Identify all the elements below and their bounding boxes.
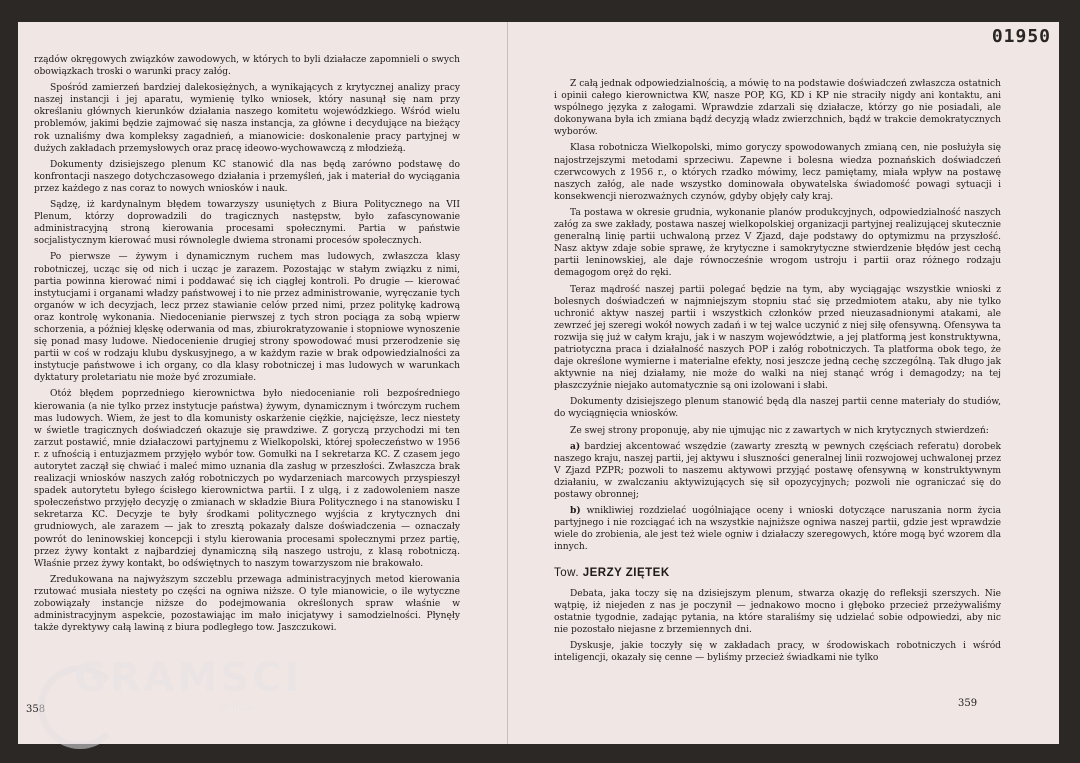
speaker-name: JERZY ZIĘTEK [582,567,670,580]
speaker-heading [554,567,1001,579]
left-page-text-column [34,54,460,638]
paragraph: Dokumenty dzisiejszego plenum stanowić będą dla naszej partii cenne materiały do studiów, do wyciągnięcia wniosków. [554,397,1001,420]
list-item-text: bardziej akcentować wszędzie (zawarty zresztą w pewnych częściach referatu) dorobek naszego kraju, naszej partii, jej aktywu i słuszności generalnej linii rozwojowej uchwalonej przez V Zjazd PZPR; pozwoli to naszemu aktywowi przyjąć postawę ofensywną w konstruktywnym działaniu, w zwalczaniu aktywizujących się sił opozycyjnych; pozwoli nie ograniczać się do postawy obronnej; [554,441,1001,500]
watermark-text: GRAMSCI [74,655,303,701]
speaker-title: Tow. [554,567,580,580]
right-page-number: 359 [958,698,978,709]
right-page-text-column [554,78,1001,668]
watermark-subtext: onlus [220,699,253,713]
paragraph: Sądzę, iż kardynalnym błędem towarzyszy usuniętych z Biura Politycznego na VII Plenum, którzy doprowadzili do tragicznych następstw, było zafascynowanie administracyjną stroną kierowania procesami społecznymi. Partia w państwie socjalistycznym kierować musi równolegle dwiema stronami procesów społecznych. [34,200,460,247]
paragraph: Dokumenty dzisiejszego plenum KC stanowić dla nas będą zarówno podstawę do konfrontacji naszego dotychczasowego działania i przemyśleń, jak i materiał do wyciągania przez każdego z nas coraz to nowych wniosków i nauk. [34,159,460,194]
list-item-label: b) [570,505,581,517]
left-page [18,22,508,744]
list-item [554,441,1001,501]
paragraph: Z całą jednak odpowiedzialnością, a mówię to na podstawie doświadczeń zwłaszcza ostatnich i opinii całego kierownictwa KW, nasze POP, KG, KD i KP nie straciły nigdy ani kontaktu, ani wspólnego języka z załogami. Wprawdzie zdarzali się działacze, którzy go nie posiadali, ale dokonywana była ich zmiana bądź decyzją władz zwierzchnich, bądź w trakcie demokratycznych wyborów. [554,79,1001,138]
left-page-number: 358 [26,704,46,715]
paragraph: Spośród zamierzeń bardziej dalekosiężnych, a wynikających z krytycznej analizy pracy naszej instancji i jej aparatu, wymienię tylko wniosek, który nasunął się nam przy określaniu głównych kierunków działania naszego komitetu wojewódzkiego. Wśród wielu problemów, jakimi będzie zajmować się nasza instancja, za główne i decydujące na bieżący rok uznaliśmy dwa kompleksy zagadnień, a mianowicie: doskonalenie pracy partyjnej w dużych zakładach przemysłowych oraz pracę ideowo-wychowawczą z młodzieżą. [34,83,460,154]
paragraph: Zredukowana na najwyższym szczeblu przewaga administracyjnych metod kierowania rzutować musiała niestety po części na ogniwa niższe. O tyle mianowicie, o ile wytyczne zobowiązały instancje niższe do podejmowania określonych spraw właśnie w administracyjnym aspekcie, pozostawiając im mało inicjatywy i samodzielności. Płynęły także dyrektywy całą lawiną z biura podległego tow. Jaszczukowi. [34,574,460,634]
archive-serial-number: 01950 [991,26,1051,47]
paragraph: Debata, jaka toczy się na dzisiejszym plenum, stwarza okazję do refleksji szerszych. Nie wątpię, iż niejeden z nas je poczynił — jednakowo mocno i głęboko przecież przeżywaliśmy ostatnie tygodnie, zadając pytania, na które staraliśmy się udzielać sobie odpowiedzi, aby nic nie pozostało niejasne z brzemiennych dni. [554,588,1001,635]
paragraph: rządów okręgowych związków zawodowych, w których to byli działacze zapomnieli o swych obowiązkach troski o warunki pracy załóg. [34,55,460,78]
paragraph: Ta postawa w okresie grudnia, wykonanie planów produkcyjnych, odpowiedzialność naszych załóg za swe zakłady, postawa naszej wielkopolskiej organizacji partyjnej realizującej skutecznie generalną linię partii uchwaloną przez V Zjazd, daje podstawy do optymizmu na przyszłość. Nasz aktyw zdaje sobie sprawę, że krytyczne i samokrytyczne stwierdzenie błędów jest cechą partii leninowskiej, ale daje równocześnie wrogom ustroju i partii oraz różnego rodzaju demagogom oręż do ręki. [554,207,1001,279]
list-item-text: wnikliwiej rozdzielać uogólniające oceny i wnioski dotyczące naruszania norm życia partyjnego i nie rozciągać ich na wszystkie najniższe ogniwa naszej partii, gdzie jest wprawdzie wiele do zrobienia, ale jest też wiele ogniw i działaczy szeregowych, które mogą być wzorem dla innych. [554,506,1001,553]
right-page [508,22,1059,744]
paragraph: Otóż błędem poprzedniego kierownictwa było niedocenianie roli bezpośredniego kierowania (a nie tylko przez instytucje państwa) żywym, dynamicznym i twórczym ruchem mas ludowych. Wiem, że jest to dla komunisty oskarżenie ciężkie, najcięższe, lecz niestety w świetle tragicznych doświadczeń okazuje się prawdziwe. Z goryczą przychodzi mi ten zarzut postawić, mnie działaczowi partyjnemu z Wielkopolski, której społeczeństwo w 1956 r. z ufnością i entuzjazmem przyjęło wybór tow. Gomułki na I sekretarza KC. Z czasem jego autorytet zaczął się chwiać i maleć mimo uznania dla zasług w przeszłości. Zwłaszcza brak realizacji wniosków naszych załóg robotniczych po wydarzeniach marcowych przyspieszył spadek autorytetu byłego ścisłego kierownictwa partii. I z ulgą, i z zadowoleniem nasze społeczeństwo przyjęło decyzję o zmianach w składzie Biura Politycznego i na stanowisku I sekretarza KC. Decyzje te były środkami politycznego wyjścia z krytycznych dni grudniowych, ale zarazem — jak to zresztą pokazały dalsze doświadczenia — oznaczały powrót do leninowskiej koncepcji i stylu kierowania procesami społecznymi przez partię, przez żywy kontakt z najbardziej dynamiczną siłą naszego ustroju, z klasą robotniczą. Właśnie przez żywy kontakt, bo odświętnych to naszym towarzyszom nie brakowało. [34,389,460,569]
list-item-label: a) [570,440,581,452]
paragraph: Klasa robotnicza Wielkopolski, mimo goryczy spowodowanych zmianą cen, nie posłużyła się najostrzejszymi metodami sprzeciwu. Zapewne i bolesna wiedza poznańskich doświadczeń czerwcowych z 1956 r., o których rzadko mówimy, lecz pamiętamy, miała wpływ na postawę naszych załóg, ale nade wszystko dominowała obywatelska świadomość powagi sytuacji i konsekwencji nierozważnych czynów, gdyby objęły cały kraj. [554,143,1001,202]
list-item [554,505,1001,553]
paragraph: Ze swej strony proponuję, aby nie ujmując nic z zawartych w nich krytycznych stwierdzeń: [570,425,989,436]
paragraph: Po pierwsze — żywym i dynamicznym ruchem mas ludowych, zwłaszcza klasy robotniczej, ucząc się od nich i ucząc je zarazem. Pozostając w stałym związku z nimi, partia powinna kierować nimi i poddawać się ich ciągłej kontroli. Po drugie — kierować instytucjami i organami władzy państwowej i to nie przez administrowanie, wyręczanie tych organów w ich decyzjach, lecz przez stawianie celów przed nimi, przez politykę kadrową oraz kontrolę wykonania. Niedocenianie pierwszej z tych stron pociąga za sobą wpierw schorzenia, a później klęskę oderwania od mas, zbiurokratyzowanie i stopniowe wynoszenie się ponad masy ludowe. Niedocenienie drugiej strony spowodować musi przerodzenie się partii w coś w rodzaju klubu dyskusyjnego, a w każdym razie w brak odpowiedzialności za instytucje państwowe i ich organy, co dla klasy robotniczej i mas ludowych w warunkach dyktatury proletariatu nie może być zrozumiałe. [34,252,460,384]
paragraph: Teraz mądrość naszej partii polegać będzie na tym, aby wyciągając wszystkie wnioski z bolesnych doświadczeń w najmniejszym stopniu stać się przedmiotem ataku, aby nie tylko uchronić aktyw naszej partii i wszystkich członków przed nieuzasadnionymi atakami, ale zewrzeć jej szeregi wokół nowych zadań i w tej walce uczynić z niej siłę ofensywną. Ofensywa ta rozwija się już w całym kraju, jak i w naszym województwie, a jej platformą jest konstruktywna, patriotyczna praca i działalność naszych POP i załóg robotniczych. Ta platforma obok tego, że daje określone wymierne i materialne efekty, nosi jeszcze jedną cechę szczególną. Tak długo jak aktywnie na niej działamy, nie może do walki na niej stanąć wróg i demagodzy; na tej płaszczyźnie niejako automatycznie są oni izolowani i słabi. [554,284,1001,392]
paragraph: Dyskusje, jakie toczyły się w zakładach pracy, w środowiskach robotniczych i wśród inteligencji, okazały się cenne — byliśmy przecież świadkami nie tylko [554,640,1001,664]
